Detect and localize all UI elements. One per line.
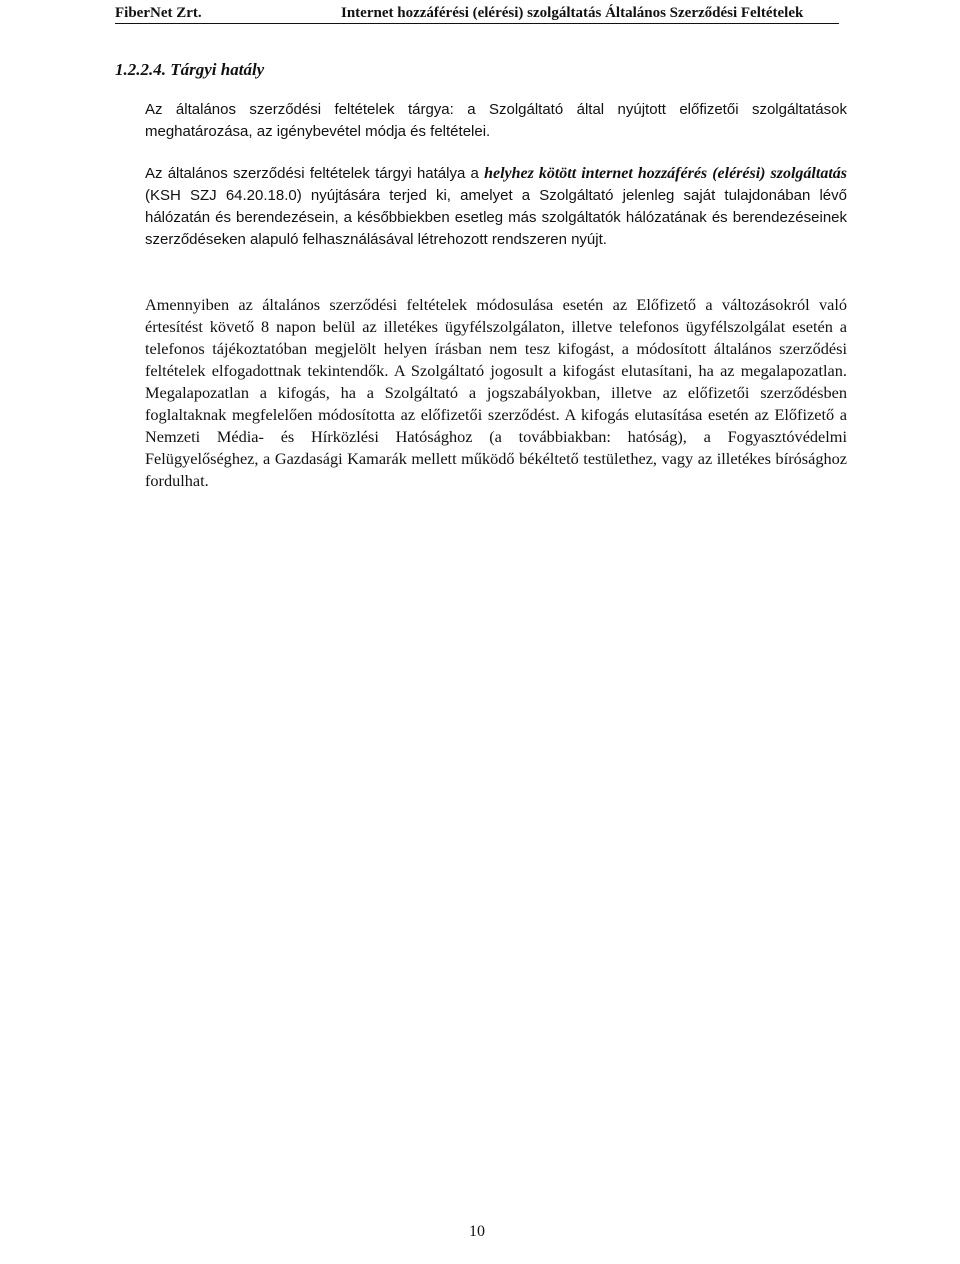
section-title: 1.2.2.4. Tárgyi hatály (115, 60, 265, 79)
page-header (115, 4, 839, 24)
paragraph-scope-emphasis: helyhez kötött internet hozzáférés (elérési) szolgáltatás (484, 165, 847, 182)
header-document-title: Internet hozzáférési (elérési) szolgáltatás Általános Szerződési Feltételek (341, 5, 804, 21)
header-company: FiberNet Zrt. (115, 5, 202, 21)
paragraph-scope (145, 163, 847, 251)
page-number: 10 (469, 1223, 485, 1240)
paragraph-scope-text-1: Az általános szerződési feltételek tárgyi hatálya a (145, 165, 485, 182)
paragraph-subject: Az általános szerződési feltételek tárgya: a Szolgáltató által nyújtott előfizetői szolgáltatások meghatározása, az igénybevétel módja és feltételei. (145, 101, 847, 140)
paragraph-scope-text-2: (KSH SZJ 64.20.18.0) nyújtására terjed ki, amelyet a Szolgáltató jelenleg saját tulajdonában lévő hálózatán és berendezésein, a későbbiekben esetleg más szolgáltatók hálózatának és berendezéseinek szerződéseken alapuló felhasználásával létrehozott rendszeren nyújt. (145, 187, 847, 248)
paragraph-objection: Amennyiben az általános szerződési feltételek módosulása esetén az Előfizető a változásokról való értesítést követő 8 napon belül az illetékes ügyfélszolgálaton, illetve telefonos ügyfélszolgálat esetén a telefonos tájékoztatóban megjelölt helyen írásban nem tesz kifogást, a módosított általános szerződési feltételek elfogadottnak tekintendők. A Szolgáltató jogosult a kifogást elutasítani, ha az megalapozatlan. Megalapozatlan a kifogás, ha a Szolgáltató a jogszabályokban, illetve az előfizetői szerződésben foglaltaknak megfelelően módosította az előfizetői szerződést. A kifogás elutasítása esetén az Előfizető a Nemzeti Média- és Hírközlési Hatósághoz (a továbbiakban: hatóság), a Fogyasztóvédelmi Felügyelőséghez, a Gazdasági Kamarák mellett működő békéltető testülethez, vagy az illetékes bírósághoz fordulhat. (145, 295, 847, 490)
